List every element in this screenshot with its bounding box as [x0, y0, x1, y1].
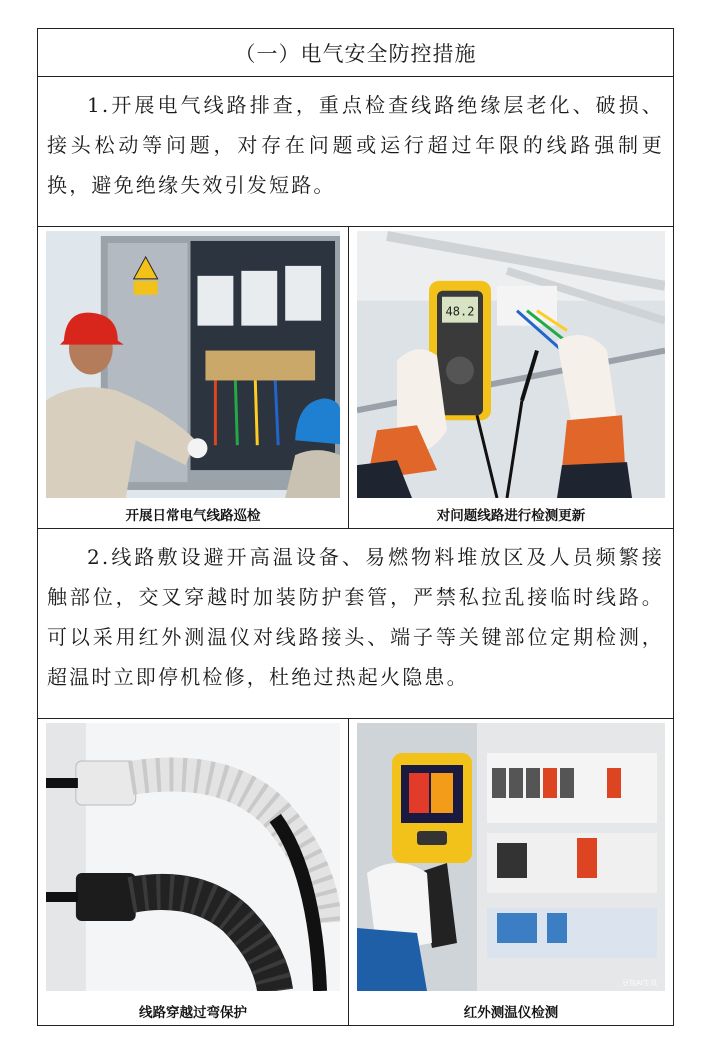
measures-table: [37, 28, 674, 1026]
image-cell-inspection: [38, 227, 349, 528]
measure-2-text: 2.线路敷设避开高温设备、易燃物料堆放区及人员频繁接触部位，交叉穿越时加装防护套管，严禁私拉乱接临时线路。可以采用红外测温仪对线路接头、端子等关键部位定期检测，超温时立即停机检修，杜绝过热起火隐患。: [47, 545, 664, 689]
infrared-photo: [357, 723, 665, 991]
measure-1-text: 1.开展电气线路排查，重点检查线路绝缘层老化、破损、接头松动等问题，对存在问题或运行超过年限的线路强制更换，避免绝缘失效引发短路。: [47, 93, 664, 197]
caption-infrared: 红外测温仪检测: [463, 1005, 559, 1021]
meter-reading: 48.2: [445, 304, 475, 319]
measure-2-row: [38, 529, 673, 719]
caption-inspection: 开展日常电气线路巡检: [125, 508, 261, 524]
image-cell-testing: [349, 227, 673, 528]
testing-photo: [357, 231, 665, 498]
caption-testing: 对问题线路进行检测更新: [436, 508, 586, 524]
watermark-text: 豆包AI生成: [622, 979, 657, 987]
inspection-photo: [46, 231, 340, 498]
measure-1-row: [38, 77, 673, 227]
caption-conduit: 线路穿越过弯保护: [139, 1005, 247, 1021]
section-title: （一）电气安全防控措施: [234, 41, 477, 66]
image-cell-infrared: [349, 719, 673, 1025]
image-row-1: [38, 227, 673, 529]
conduit-photo: [46, 723, 340, 991]
image-row-2: [38, 719, 673, 1025]
section-title-row: [38, 29, 673, 77]
image-cell-conduit: [38, 719, 349, 1025]
